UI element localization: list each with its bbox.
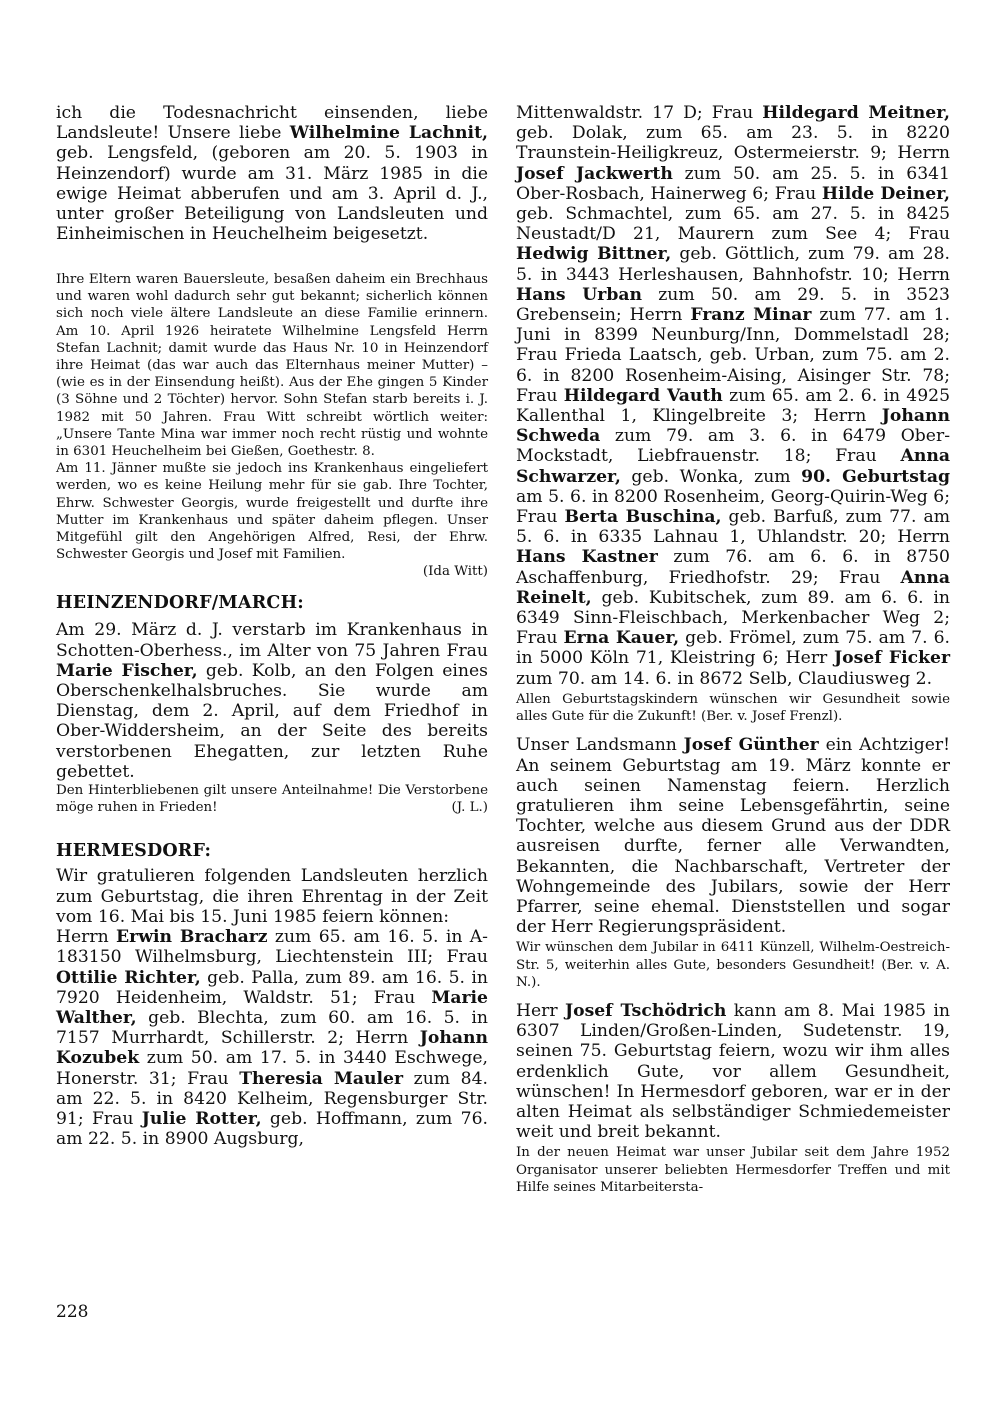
left-column <box>56 103 488 1149</box>
bold-name: Erwin Bracharz <box>116 927 268 948</box>
article-tschoedrich <box>516 1001 950 1142</box>
condolence-text <box>56 782 488 816</box>
right-column <box>516 103 950 1196</box>
bold-name: Johann Schweda <box>516 406 950 447</box>
bold-name: Hildegard Vauth <box>563 385 723 406</box>
bold-name: Marie Walther, <box>56 987 488 1028</box>
text-run: am 5. 6. in 8200 Rosenheim, Georg-Quirin-Weg 6; Frau <box>516 486 950 528</box>
bold-name: Anna Schwarzer, <box>516 446 950 487</box>
text-run: geb. Schmachtel, zum 65. am 27. 5. in 8425 Neustadt/D 21, Maurern zum See 4; Frau <box>516 204 950 245</box>
text-run: Herrn <box>56 927 117 948</box>
obituary-lachnit-continued: Am 11. Jänner mußte sie jedoch ins Krankenhaus eingeliefert werden, wo es keine Heilung mehr für sie gab. Ihre Tochter, Ehrw. Schwester Georgis, wurde freigestellt und durfte ihre Mutter im Krankenhaus und später daheim pflegen. Unser Mitgefühl gilt den Angehörigen Alfred, Resi, der Ehrw. Schwester Georgis und Josef mit Familien. <box>56 461 488 563</box>
bold-name: Hans Urban <box>516 284 642 305</box>
article-tschoedrich-continued: In der neuen Heimat war unser Jubilar seit dem Jahre 1952 Organisator unserer beliebten Hermesdorfer Treffen und mit Hilfe seines Mitarbeitersta- <box>516 1145 950 1195</box>
bold-name: Anna Reinelt, <box>516 567 950 608</box>
text-run: Unser Landsmann <box>516 735 684 756</box>
bold-name: Johann Kozubek <box>56 1028 488 1069</box>
obituary-fischer <box>56 620 488 782</box>
bold-name: Josef Tschödrich <box>564 1000 727 1021</box>
page-number: 228 <box>56 1302 89 1322</box>
text-run: Mittenwaldstr. 17 D; Frau <box>516 103 763 123</box>
text-run: geb. Barfuß, zum 77. am 5. 6. in 6335 Lahnau 1, Uhlandstr. 20; Herrn <box>516 507 951 548</box>
text-run: geb. Hoffmann, zum 76. am 22. 5. in 8900 Augsburg, <box>56 1108 489 1150</box>
bold-name: Theresia Mauler <box>239 1068 404 1089</box>
bold-name: Berta Buschina, <box>564 507 722 528</box>
birthday-list-part1 <box>56 927 488 1149</box>
bold-name: Josef Ficker <box>834 648 950 669</box>
bold-name: Hilde Deiner, <box>821 183 950 204</box>
text-run: geb. Palla, zum 89. am 16. 5. in 7920 Heidenheim, Waldstr. 51; Frau <box>56 967 488 1008</box>
obituary-lachnit-body: Ihre Eltern waren Bauersleute, besaßen daheim ein Brechhaus und waren wohl dadurch sehr gut bekannt; sicherlich können sich noch viele ältere Landsleute an diese Familie erinnern. Am 10. April 1926 heiratete Wilhelmine Lengsfeld Herrn Stefan Lachnit; damit wurde das Haus Nr. 10 in Heinzendorf ihre Heimat (das war auch das Elternhaus meiner Mutter) – (wie es in der Einsendung heißt). Aus der Ehe gingen 5 Kinder (3 Söhne und 2 Töchter) hervor. Sohn Stefan starb bereits i. J. 1982 mit 50 Jahren. Frau Witt schreibt wörtlich weiter: „Unsere Tante Mina war immer noch recht rüstig und wohnte in 6301 Heuchelheim bei Gießen, Goethestr. 8. <box>56 272 488 460</box>
birthday-intro: Wir gratulieren folgenden Landsleuten herzlich zum Geburtstag, die ihren Ehrentag in der Zeit vom 16. Mai bis 15. Juni 1985 feiern können: <box>56 866 488 927</box>
bold-name: Hildegard Meitner, <box>762 103 950 123</box>
text-run: geb. Blechta, zum 60. am 16. 5. in 7157 Murrhardt, Schillerstr. 2; Herrn <box>56 1007 488 1049</box>
text-run: zum 77. am 1. Juni in 8399 Neunburg/Inn, Dommelstadl 28; Frau Frieda Laatsch, geb. Urban, zum 75. am 2. 6. in 8200 Rosenheim-Aising, Aisinger Str. 78; Frau <box>516 305 950 406</box>
text-run: geb. Frömel, zum 75. am 7. 6. in 5000 Köln 71, Kleistring 6; Herr <box>516 628 951 669</box>
bold-name: Marie Fischer, <box>56 660 198 681</box>
text-run: geb. Kubitschek, zum 89. am 6. 6. in 6349 Sinn-Fleischbach, Merkenbacher Weg 2; Frau <box>516 587 950 649</box>
text-run: ein Achtziger! An seinem Geburtstag am 19. März konnte er auch seinen Namenstag feiern. Herzlich gratulieren ihm seine Lebensgefährtin, seine Tochter, welche aus diesem Grund aus der DDR ausreisen durfte, ferner alle Verwandten, Bekannten, die Nachbarschaft, Vertreter der Wohngemeinde des Jubilars, sowie der Herr Pfarrer, seine ehemal. Dienststellen und sogar der Herr Regierungspräsident. <box>516 735 951 938</box>
text-run: zum 76. am 6. 6. in 8750 Aschaffenburg, Friedhofstr. 29; Frau <box>516 547 950 588</box>
birthday-wishes: Allen Geburtstagskindern wünschen wir Gesundheit sowie alles Gute für die Zukunft! (Ber. v. Josef Frenzl). <box>516 691 950 725</box>
bold-name: Franz Minar <box>690 305 812 326</box>
text-run: zum 50. am 17. 5. in 3440 Eschwege, Honerstr. 31; Frau <box>56 1048 488 1089</box>
text-run: zum 70. am 14. 6. in 8672 Selb, Claudiusweg 2. <box>516 668 933 689</box>
signature-ida-witt: (Ida Witt) <box>422 564 488 580</box>
bold-name: Ottilie Richter, <box>56 967 201 988</box>
text-run: Am 29. März d. J. verstarb im Krankenhaus in Schotten-Oberhess., im Alter von 75 Jahren Frau <box>56 620 488 661</box>
text-run: zum 84. am 22. 5. in 8420 Kelheim, Regensburger Str. 91; Frau <box>56 1068 488 1129</box>
bold-name: Wilhelmine Lachnit, <box>289 123 488 144</box>
bold-name: Julie Rotter, <box>141 1108 262 1129</box>
obituary-lachnit-intro <box>56 103 488 265</box>
text-run: geb. Dolak, zum 65. am 23. 5. in 8220 Traunstein-Heiligkreuz, Ostermeierstr. 9; Herrn <box>516 123 950 164</box>
text-run: zum 65. am 16. 5. in A-183150 Wilhelmsburg, Liechtenstein III; Frau <box>56 927 488 968</box>
text-run: zum 79. am 3. 6. in 6479 Ober-Mockstadt, Liebfrauenstr. 18; Frau <box>516 426 950 467</box>
bold-name: Erna Kauer, <box>563 628 680 649</box>
bold-name: Josef Jackwerth <box>516 163 673 184</box>
text-run: Herr <box>516 1000 565 1021</box>
text-run: zum 65. am 2. 6. in 4925 Kallenthal 1, Klingelbreite 3; Herrn <box>516 385 951 427</box>
text-run: geb. Kolb, an den Folgen eines Oberschenkelhalsbruches. Sie wurde am Dienstag, dem 2. April, auf dem Friedhof in Ober-Widdersheim, an der Seite des bereits verstorbenen Ehegatten, zur letzten Ruhe gebettet. <box>56 660 488 782</box>
signature-jl: (J. L.) <box>451 800 488 816</box>
birthday-list-part2 <box>516 103 950 689</box>
section-heading-hermesdorf: HERMESDORF: <box>56 841 212 862</box>
text-run: geb. Wonka, zum <box>620 466 802 487</box>
text-run: zum 50. am 25. 5. in 6341 Ober-Rosbach, Hainerweg 6; Frau <box>516 163 950 204</box>
text-run: ich die Todesnachricht einsenden, liebe Landsleute! Unsere liebe <box>56 103 488 144</box>
text-run: geb. Göttlich, zum 79. am 28. 5. in 3443 Herleshausen, Bahnhofstr. 10; Herrn <box>516 244 950 285</box>
section-heading-heinzendorf: HEINZENDORF/MARCH: <box>56 593 304 614</box>
text-run: zum 50. am 29. 5. in 3523 Grebensein; Herrn <box>516 284 950 326</box>
text-run: kann am 8. Mai 1985 in 6307 Linden/Großen-Linden, Sudetenstr. 19, seinen 75. Geburtstag feiern, wozu wir ihm alles erdenklich Gute, vor allem Gesundheit, wünschen! In Hermesdorf geboren, war er in der alten Heimat als selbständiger Schmiedemeister weit und breit bekannt. <box>516 1000 950 1143</box>
article-guenther <box>516 735 950 937</box>
condolence-message: Den Hinterbliebenen gilt unsere Anteilnahme! Die Verstorbene möge ruhen in Frieden! <box>56 783 488 816</box>
bold-name: 90. Geburtstag <box>801 466 950 487</box>
bold-name: Hedwig Bittner, <box>516 244 672 265</box>
bold-name: Josef Günther <box>683 735 819 756</box>
text-run: geb. Lengsfeld, (geboren am 20. 5. 1903 in Heinzendorf) wurde am 31. März 1985 in die ewige Heimat abberufen und am 3. April d. J., unter großer Beteiligung von Landsleuten und Einheimischen in Heuchelheim beigesetzt. <box>56 143 488 245</box>
wishes-guenther: Wir wünschen dem Jubilar in 6411 Künzell, Wilhelm-Oestreich-Str. 5, weiterhin alles Gute, besonders Gesundheit! (Ber. v. A. N.). <box>516 940 950 990</box>
bold-name: Hans Kastner <box>516 547 658 568</box>
